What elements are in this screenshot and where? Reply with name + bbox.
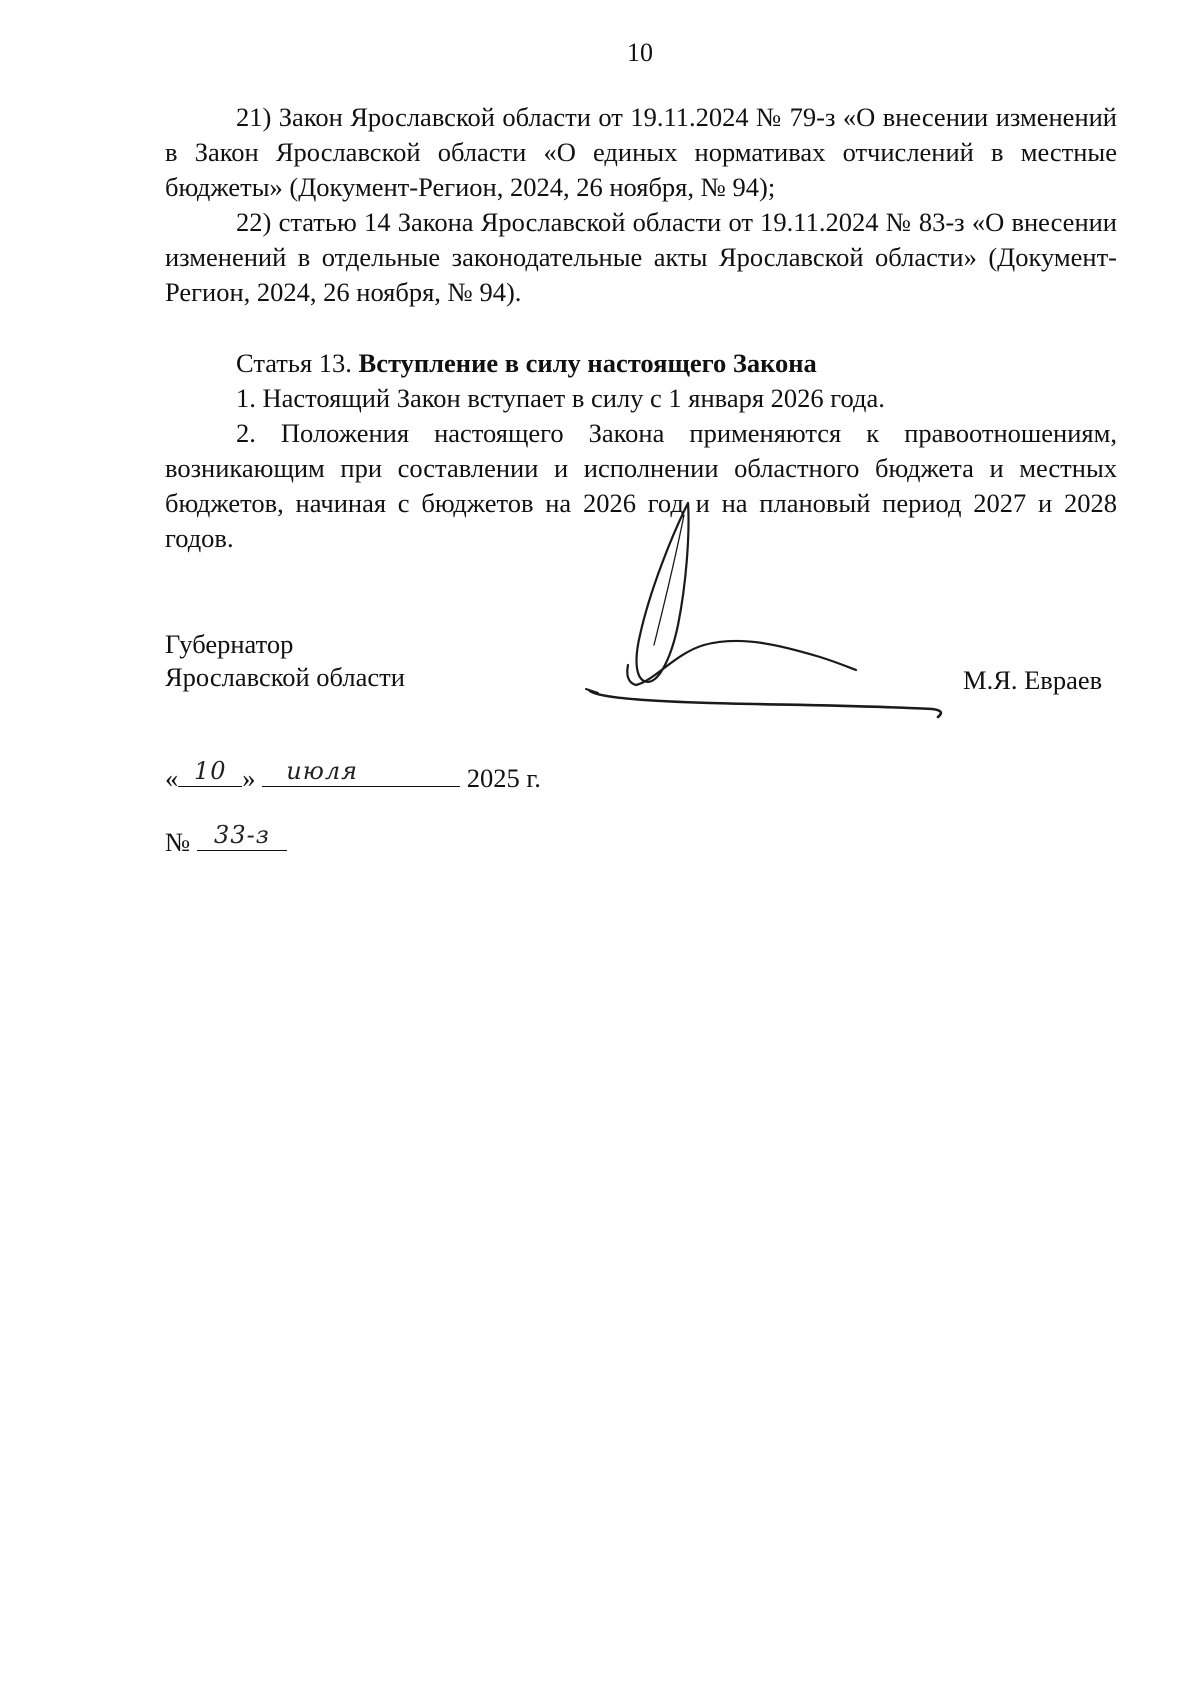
spacer: [165, 310, 1117, 346]
signatory-position: Губернатор: [165, 629, 294, 659]
law-number-line: [165, 822, 287, 858]
law-number: 33-з: [214, 821, 270, 849]
date-close-quote: »: [242, 763, 256, 793]
article-prefix: Статья 13.: [236, 348, 352, 378]
law-number-field: [197, 822, 287, 851]
date-open-quote: «: [165, 763, 179, 793]
date-day-field: [178, 758, 242, 787]
article-point-2: 2. Положения настоящего Закона применяются к правоотношениям, возникающим при составлении и исполнении областного бюджета и местных бюджетов, начиная с бюджетов на 2026 год и на плановый период 2027 и 2028 годов.: [165, 418, 1117, 553]
signing-date: [165, 758, 541, 794]
list-item-21: 21) Закон Ярославской области от 19.11.2024 № 79-з «О внесении изменений в Закон Ярославской области «О единых нормативах отчислений в местные бюджеты» (Документ-Регион, 2024, 26 ноября, № 94);: [165, 102, 1117, 202]
signatory-name: М.Я. Евраев: [963, 665, 1103, 695]
date-day: 10: [193, 757, 227, 785]
list-item-22: 22) статью 14 Закона Ярославской области от 19.11.2024 № 83-з «О внесении изменений в отдельные законодательные акты Ярославской области» (Документ-Регион, 2024, 26 ноября, № 94).: [165, 207, 1117, 307]
article-heading: [165, 346, 1117, 381]
date-month: июля: [286, 757, 358, 785]
number-sign: №: [165, 827, 191, 857]
signature-block: [165, 628, 405, 694]
date-month-field: [262, 758, 460, 787]
article-point-1: 1. Настоящий Закон вступает в силу с 1 января 2026 года.: [236, 383, 885, 413]
date-year: 2025 г.: [466, 763, 541, 793]
handwritten-signature: [580, 495, 960, 735]
page-number: 10: [627, 38, 653, 67]
article-title: Вступление в силу настоящего Закона: [358, 348, 817, 378]
document-body: [165, 100, 1117, 556]
signatory-region: Ярославской области: [165, 662, 405, 692]
